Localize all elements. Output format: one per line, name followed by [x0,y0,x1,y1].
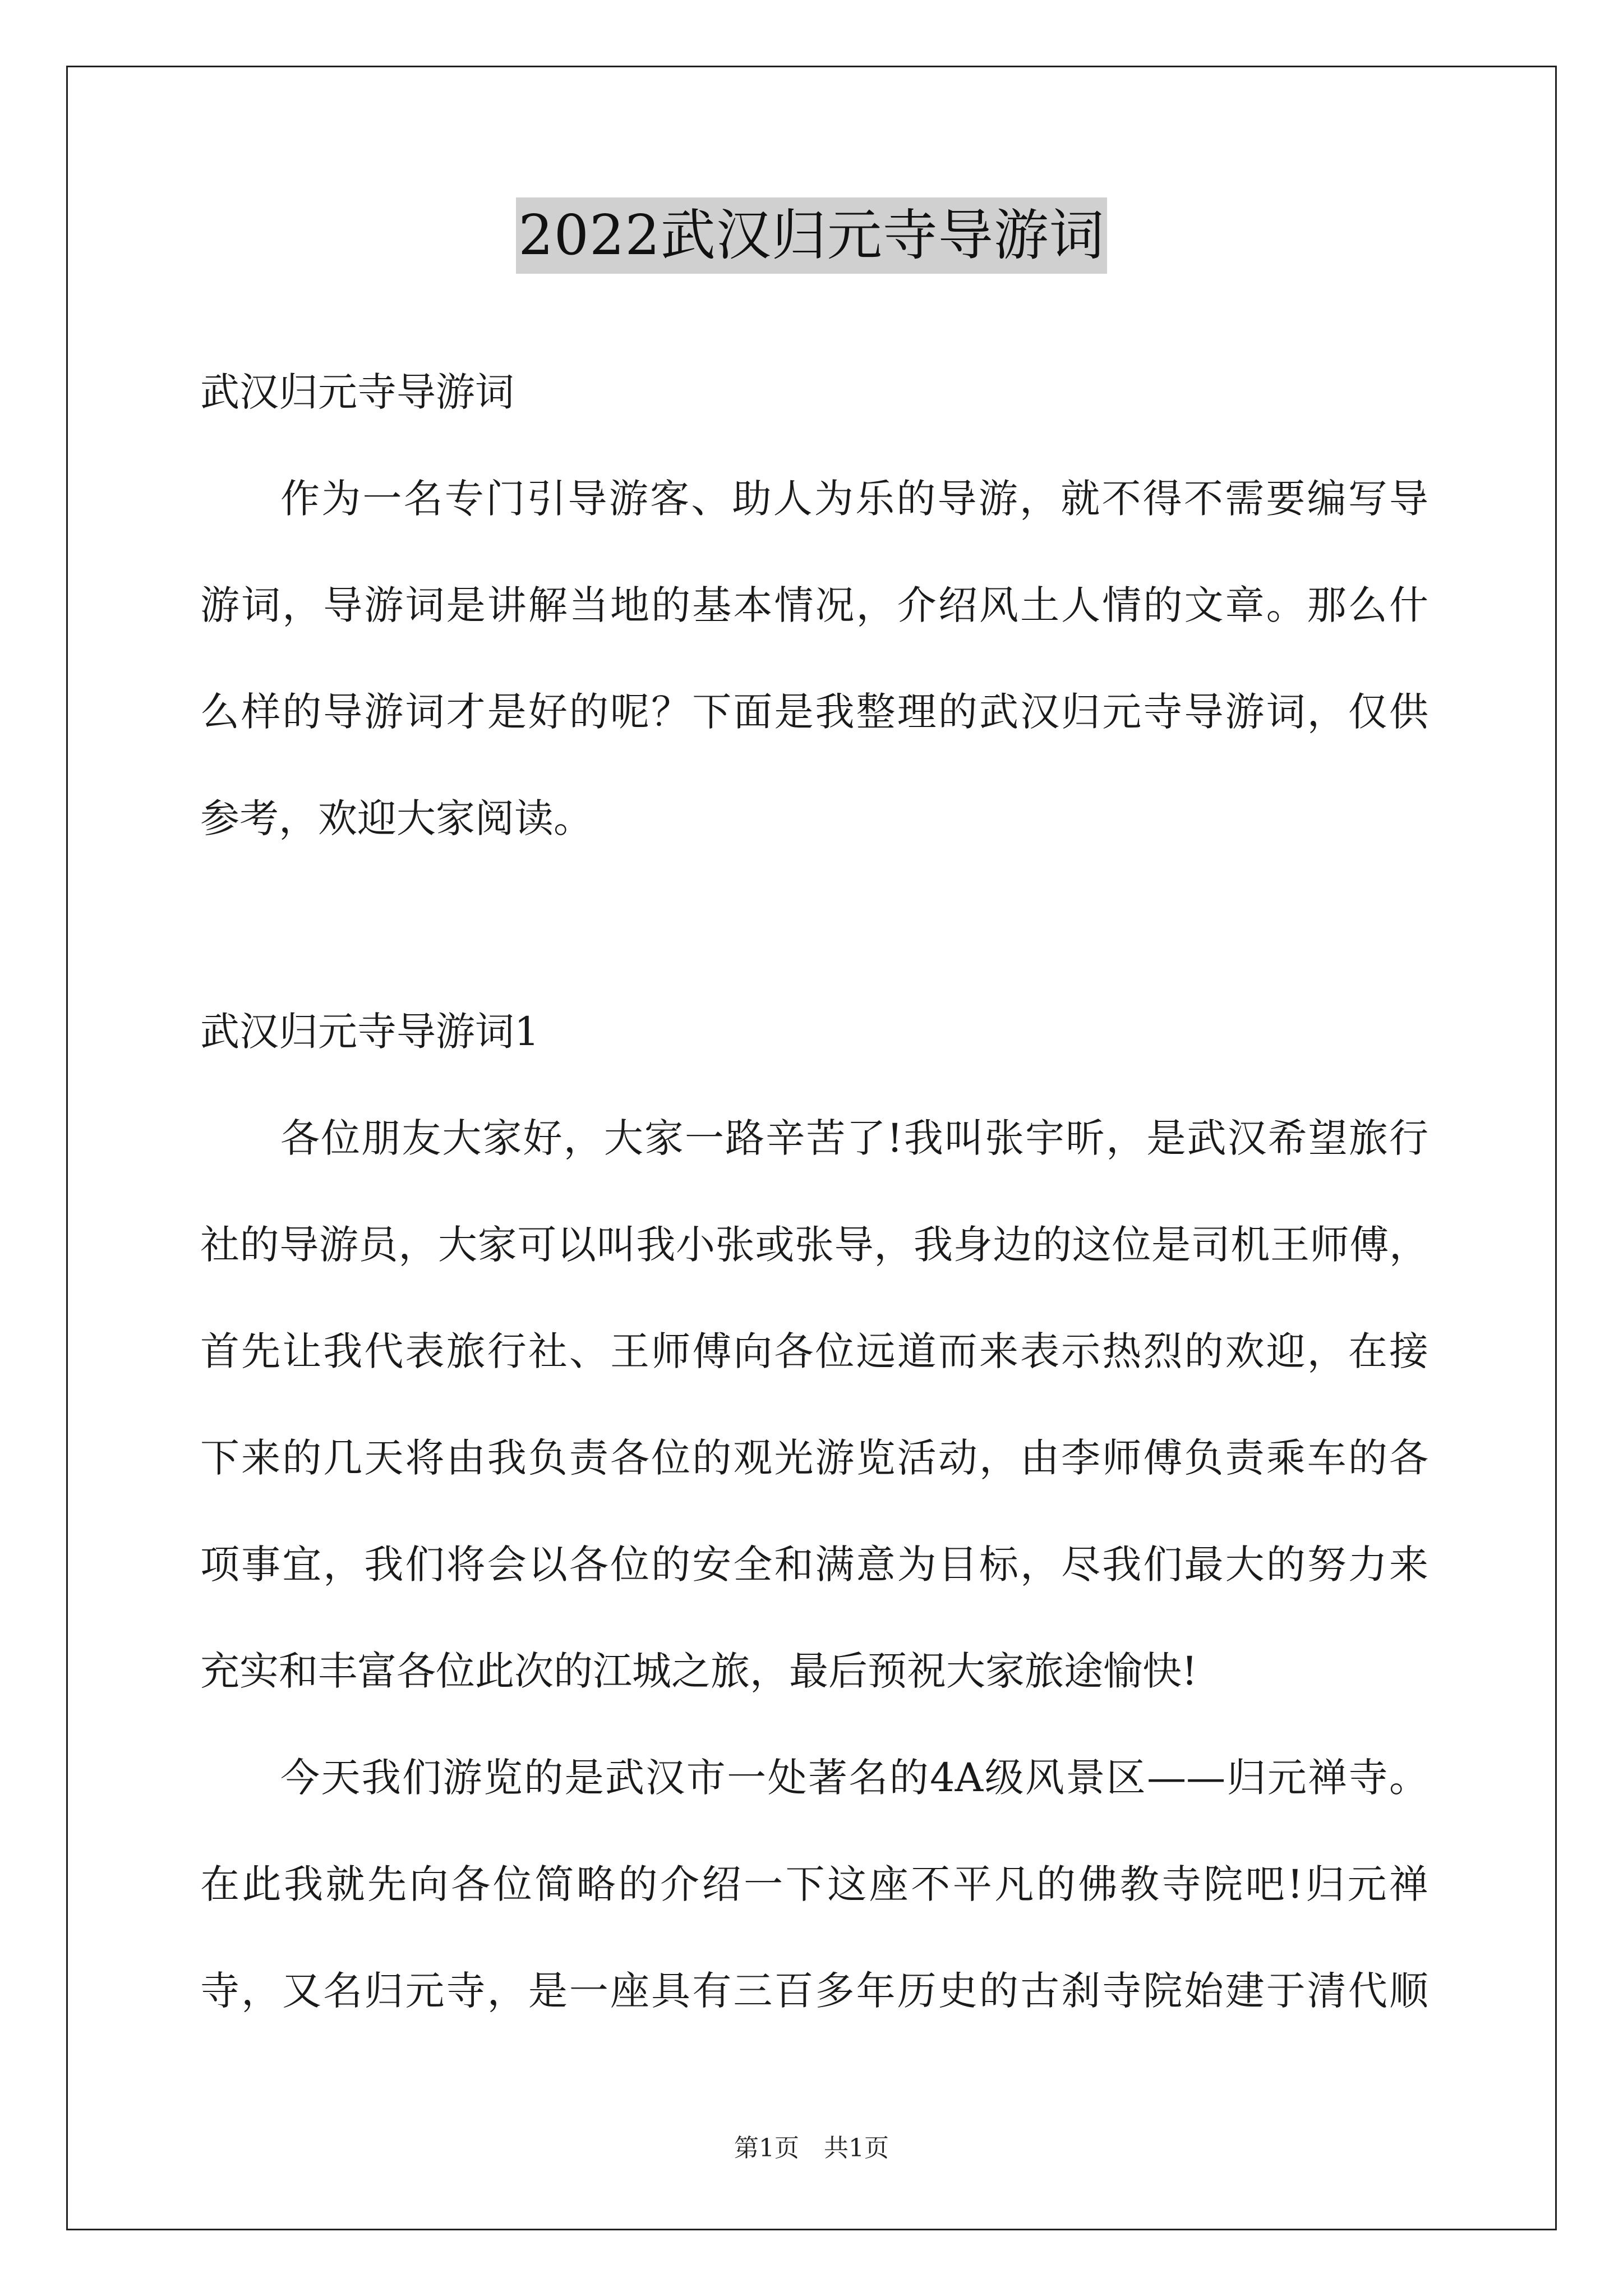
subtitle-line: 武汉归元寺导游词 [200,369,514,415]
paragraph-line: 参考，欢迎大家阅读。 [200,795,593,841]
paragraph-line: 首先让我代表旅行社、王师傅向各位远道而来表示热烈的欢迎，在接 [200,1328,1428,1374]
paragraph-line: 在此我就先向各位简略的介绍一下这座不平凡的佛教寺院吧!归元禅 [200,1861,1428,1907]
document-title: 2022武汉归元寺导游词 [516,197,1106,274]
paragraph-line: 下来的几天将由我负责各位的观光游览活动，由李师傅负责乘车的各 [200,1435,1428,1481]
page-footer: 第1页 共1页 [734,2134,889,2162]
paragraph-line: 作为一名专门引导游客、助人为乐的导游，就不得不需要编写导 [280,476,1428,522]
paragraph-line: 今天我们游览的是武汉市一处著名的4A级风景区——归元禅寺。 [280,1755,1428,1801]
paragraph-line: 社的导游员，大家可以叫我小张或张导，我身边的这位是司机王师傅， [200,1222,1428,1268]
paragraph-line: 项事宜，我们将会以各位的安全和满意为目标，尽我们最大的努力来 [200,1542,1428,1588]
paragraph-line: 游词，导游词是讲解当地的基本情况，介绍风土人情的文章。那么什 [200,582,1428,628]
paragraph-line: 么样的导游词才是好的呢？下面是我整理的武汉归元寺导游词，仅供 [200,689,1428,735]
paragraph-line: 各位朋友大家好，大家一路辛苦了!我叫张宇昕，是武汉希望旅行 [280,1115,1428,1161]
document-body [200,339,1428,2044]
paragraph-line: 充实和丰富各位此次的江城之旅，最后预祝大家旅途愉快! [200,1648,1198,1694]
blank-line [200,872,1428,978]
title-container [0,197,1623,274]
paragraph-line: 寺，又名归元寺，是一座具有三百多年历史的古刹寺院始建于清代顺 [200,1968,1428,2014]
section-heading: 武汉归元寺导游词1 [200,1009,540,1055]
